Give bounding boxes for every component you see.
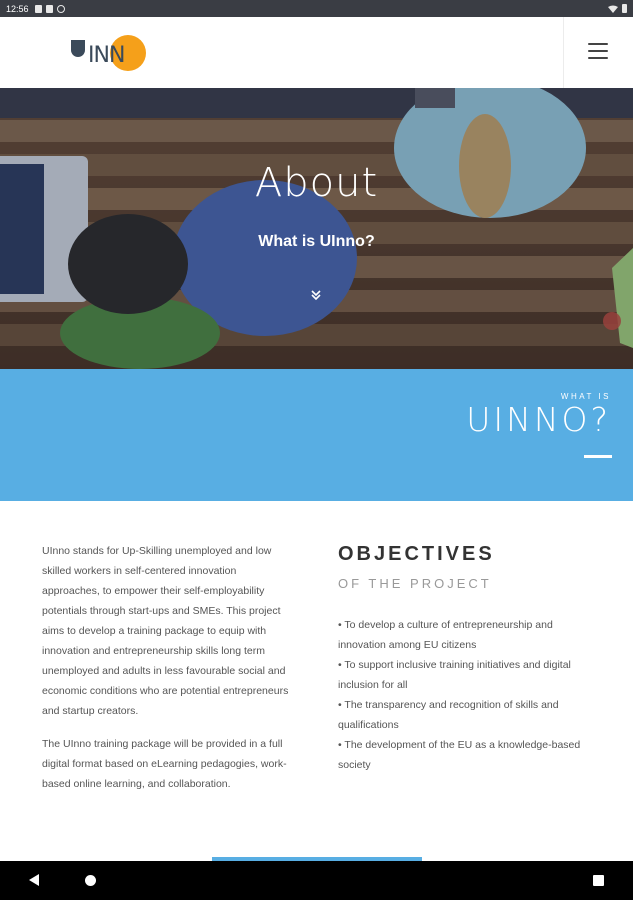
status-time: 12:56 <box>6 3 29 14</box>
uinno-logo[interactable] <box>70 33 150 73</box>
chevron-down-icon[interactable] <box>309 288 323 302</box>
training-paragraph: The UInno training package will be provided in a full digital format based on eLearning pedagogies, work-based online learning, and collaboration. <box>42 738 287 790</box>
intro-paragraph: UInno stands for Up-Skilling unemployed and low skilled workers in self-centered innovation approaches, to empower their self-employability potentials through start-ups and SMEs. This project aims to develop a training package to equip with innovation and entrepreneurship skills long term unemployed and adults in less favourable social and economic conditions who are potential entrepreneurs and startup creators. <box>42 545 289 717</box>
header-divider <box>563 17 564 88</box>
objectives-list <box>338 615 588 775</box>
list-item: • The transparency and recognition of skills and qualifications <box>338 699 559 731</box>
status-bar <box>0 0 633 17</box>
recent-apps-icon[interactable] <box>593 875 604 886</box>
hamburger-menu-icon[interactable] <box>588 43 608 59</box>
home-icon[interactable] <box>85 875 96 886</box>
content-section <box>0 501 633 861</box>
objectives-title: OBJECTIVES <box>338 543 495 565</box>
hero-background-photo <box>0 88 633 369</box>
system-icons <box>608 0 627 17</box>
wifi-icon <box>608 5 618 13</box>
list-item: • To develop a culture of entrepreneurship and innovation among EU citizens <box>338 619 553 651</box>
site-header <box>0 17 633 88</box>
list-item: • The development of the EU as a knowledge-based society <box>338 739 581 771</box>
sync-icon <box>57 5 65 13</box>
section-heading: UINNO? <box>466 400 611 439</box>
android-nav-bar <box>0 861 633 900</box>
hero-subtitle: What is UInno? <box>258 233 375 250</box>
sd-card-icon <box>46 5 53 13</box>
section-kicker: WHAT IS <box>560 392 611 401</box>
svg-text:INN: INN <box>88 43 125 68</box>
heading-underline <box>584 455 612 458</box>
notification-icon <box>35 5 42 13</box>
notification-icons <box>35 5 65 13</box>
battery-icon <box>622 4 627 13</box>
list-item: • To support inclusive training initiatives and digital inclusion for all <box>338 659 571 691</box>
back-icon[interactable] <box>28 874 40 886</box>
objectives-subtitle: OF THE PROJECT <box>338 576 492 591</box>
hero-title: About <box>254 160 379 206</box>
hero-banner <box>0 88 633 369</box>
